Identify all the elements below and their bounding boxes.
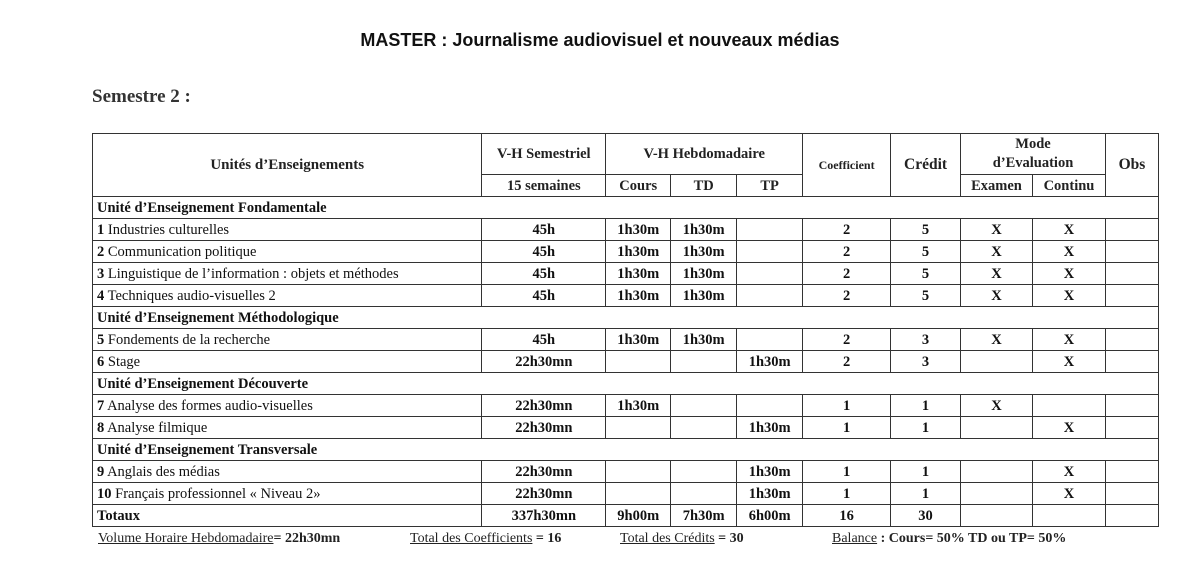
vh-semestriel-cell: 22h30mn bbox=[482, 417, 606, 439]
coefficient-cell: 2 bbox=[803, 219, 891, 241]
vh-semestriel-cell: 45h bbox=[482, 263, 606, 285]
tp-cell bbox=[737, 395, 803, 417]
examen-cell: X bbox=[961, 241, 1033, 263]
curriculum-table bbox=[92, 133, 1159, 527]
examen-cell: X bbox=[961, 395, 1033, 417]
continu-cell bbox=[1032, 395, 1105, 417]
section-title: Unité d’Enseignement Fondamentale bbox=[93, 197, 1159, 219]
examen-cell bbox=[961, 483, 1033, 505]
continu-cell: X bbox=[1032, 329, 1105, 351]
credit-cell: 1 bbox=[891, 483, 961, 505]
header-mode-line1: Mode bbox=[1015, 136, 1051, 152]
semester-heading: Semestre 2 : bbox=[92, 86, 191, 107]
course-name-cell bbox=[93, 285, 482, 307]
course-row bbox=[93, 241, 1159, 263]
examen-cell: X bbox=[961, 329, 1033, 351]
coefficient-cell: 2 bbox=[803, 329, 891, 351]
vh-semestriel-cell: 45h bbox=[482, 241, 606, 263]
cours-cell: 1h30m bbox=[606, 263, 671, 285]
totals-coefficient: 16 bbox=[803, 505, 891, 527]
footer-volume-label: Volume Horaire Hebdomadaire bbox=[98, 531, 274, 546]
td-cell bbox=[671, 483, 737, 505]
course-number: 4 bbox=[97, 287, 105, 304]
course-name-cell bbox=[93, 219, 482, 241]
continu-cell: X bbox=[1032, 285, 1105, 307]
continu-cell: X bbox=[1032, 483, 1105, 505]
course-name: Anglais des médias bbox=[107, 463, 220, 480]
footer-coef-label: Total des Coefficients bbox=[410, 531, 533, 546]
document-title: MASTER : Journalisme audiovisuel et nouveaux médias bbox=[360, 30, 840, 50]
vh-semestriel-cell: 22h30mn bbox=[482, 461, 606, 483]
obs-cell bbox=[1105, 417, 1158, 439]
footer-coef-value: = 16 bbox=[532, 531, 562, 546]
header-mode-evaluation bbox=[961, 134, 1106, 175]
tp-cell bbox=[737, 329, 803, 351]
course-number: 1 bbox=[97, 221, 105, 238]
credit-cell: 1 bbox=[891, 395, 961, 417]
header-examen: Examen bbox=[961, 175, 1033, 197]
td-cell: 1h30m bbox=[671, 263, 737, 285]
course-row bbox=[93, 285, 1159, 307]
credit-cell: 5 bbox=[891, 285, 961, 307]
totals-examen bbox=[961, 505, 1033, 527]
tp-cell bbox=[737, 285, 803, 307]
footer-coefficients bbox=[410, 531, 561, 547]
coefficient-cell: 2 bbox=[803, 241, 891, 263]
continu-cell: X bbox=[1032, 417, 1105, 439]
course-row bbox=[93, 483, 1159, 505]
footer-balance-label: Balance bbox=[832, 531, 878, 546]
course-name: Fondements de la recherche bbox=[107, 331, 271, 348]
td-cell bbox=[671, 395, 737, 417]
td-cell bbox=[671, 417, 737, 439]
totals-tp: 6h00m bbox=[737, 505, 803, 527]
header-obs: Obs bbox=[1105, 134, 1158, 197]
cours-cell: 1h30m bbox=[606, 395, 671, 417]
totals-row bbox=[93, 505, 1159, 527]
cours-cell bbox=[606, 351, 671, 373]
obs-cell bbox=[1105, 263, 1158, 285]
coefficient-cell: 1 bbox=[803, 483, 891, 505]
tp-cell: 1h30m bbox=[737, 351, 803, 373]
coefficient-cell: 1 bbox=[803, 395, 891, 417]
header-row-1 bbox=[93, 134, 1159, 175]
examen-cell: X bbox=[961, 263, 1033, 285]
examen-cell bbox=[961, 351, 1033, 373]
footer-balance bbox=[832, 531, 1066, 547]
vh-semestriel-cell: 22h30mn bbox=[482, 483, 606, 505]
totals-label: Totaux bbox=[93, 505, 482, 527]
totals-td: 7h30m bbox=[671, 505, 737, 527]
course-name-cell bbox=[93, 263, 482, 285]
continu-cell: X bbox=[1032, 219, 1105, 241]
vh-semestriel-cell: 45h bbox=[482, 285, 606, 307]
course-name-cell bbox=[93, 483, 482, 505]
course-name-cell bbox=[93, 395, 482, 417]
cours-cell bbox=[606, 483, 671, 505]
td-cell: 1h30m bbox=[671, 241, 737, 263]
course-name: Stage bbox=[107, 353, 141, 370]
td-cell: 1h30m bbox=[671, 285, 737, 307]
td-cell bbox=[671, 351, 737, 373]
td-cell bbox=[671, 461, 737, 483]
vh-semestriel-cell: 22h30mn bbox=[482, 351, 606, 373]
section-title: Unité d’Enseignement Méthodologique bbox=[93, 307, 1159, 329]
header-vh-semestriel: V-H Semestriel bbox=[482, 134, 606, 175]
obs-cell bbox=[1105, 329, 1158, 351]
course-name-cell bbox=[93, 417, 482, 439]
course-name: Analyse filmique bbox=[107, 419, 208, 436]
td-cell: 1h30m bbox=[671, 329, 737, 351]
examen-cell: X bbox=[961, 219, 1033, 241]
vh-semestriel-cell: 22h30mn bbox=[482, 395, 606, 417]
course-row bbox=[93, 395, 1159, 417]
tp-cell bbox=[737, 219, 803, 241]
coefficient-cell: 1 bbox=[803, 417, 891, 439]
section-row bbox=[93, 373, 1159, 395]
totals-obs bbox=[1105, 505, 1158, 527]
footer-volume bbox=[98, 531, 340, 547]
cours-cell bbox=[606, 461, 671, 483]
totals-cours: 9h00m bbox=[606, 505, 671, 527]
course-name: Analyse des formes audio-visuelles bbox=[107, 397, 313, 414]
course-name: Industries culturelles bbox=[107, 221, 230, 238]
course-row bbox=[93, 329, 1159, 351]
footer-credit-value: = 30 bbox=[714, 531, 744, 546]
coefficient-cell: 2 bbox=[803, 351, 891, 373]
examen-cell: X bbox=[961, 285, 1033, 307]
examen-cell bbox=[961, 417, 1033, 439]
footer-balance-value: : Cours= 50% TD ou TP= 50% bbox=[877, 531, 1067, 546]
totals-vh-semestriel: 337h30mn bbox=[482, 505, 606, 527]
course-name: Linguistique de l’information : objets et méthodes bbox=[107, 265, 399, 282]
course-number: 3 bbox=[97, 265, 105, 282]
coefficient-cell: 1 bbox=[803, 461, 891, 483]
obs-cell bbox=[1105, 395, 1158, 417]
credit-cell: 1 bbox=[891, 461, 961, 483]
continu-cell: X bbox=[1032, 241, 1105, 263]
course-row bbox=[93, 263, 1159, 285]
credit-cell: 3 bbox=[891, 329, 961, 351]
course-row bbox=[93, 219, 1159, 241]
course-number: 2 bbox=[97, 243, 105, 260]
cours-cell: 1h30m bbox=[606, 285, 671, 307]
course-name-cell bbox=[93, 351, 482, 373]
header-continu: Continu bbox=[1032, 175, 1105, 197]
obs-cell bbox=[1105, 219, 1158, 241]
header-credit: Crédit bbox=[891, 134, 961, 197]
cours-cell: 1h30m bbox=[606, 329, 671, 351]
footer-credits bbox=[620, 531, 744, 547]
credit-cell: 3 bbox=[891, 351, 961, 373]
totals-continu bbox=[1032, 505, 1105, 527]
footer-credit-label: Total des Crédits bbox=[620, 531, 715, 546]
coefficient-cell: 2 bbox=[803, 285, 891, 307]
header-coefficient: Coefficient bbox=[803, 134, 891, 197]
cours-cell bbox=[606, 417, 671, 439]
header-tp: TP bbox=[737, 175, 803, 197]
credit-cell: 1 bbox=[891, 417, 961, 439]
section-title: Unité d’Enseignement Découverte bbox=[93, 373, 1159, 395]
course-number: 6 bbox=[97, 353, 105, 370]
vh-semestriel-cell: 45h bbox=[482, 219, 606, 241]
section-row bbox=[93, 439, 1159, 461]
course-name: Techniques audio-visuelles 2 bbox=[107, 287, 276, 304]
continu-cell: X bbox=[1032, 351, 1105, 373]
section-title: Unité d’Enseignement Transversale bbox=[93, 439, 1159, 461]
section-row bbox=[93, 197, 1159, 219]
course-name: Français professionnel « Niveau 2» bbox=[115, 485, 321, 502]
header-td: TD bbox=[671, 175, 737, 197]
obs-cell bbox=[1105, 461, 1158, 483]
tp-cell bbox=[737, 241, 803, 263]
credit-cell: 5 bbox=[891, 219, 961, 241]
vh-semestriel-cell: 45h bbox=[482, 329, 606, 351]
obs-cell bbox=[1105, 241, 1158, 263]
cours-cell: 1h30m bbox=[606, 219, 671, 241]
course-row bbox=[93, 461, 1159, 483]
header-vh-hebdomadaire: V-H Hebdomadaire bbox=[606, 134, 803, 175]
tp-cell: 1h30m bbox=[737, 483, 803, 505]
examen-cell bbox=[961, 461, 1033, 483]
credit-cell: 5 bbox=[891, 263, 961, 285]
continu-cell: X bbox=[1032, 461, 1105, 483]
td-cell: 1h30m bbox=[671, 219, 737, 241]
tp-cell bbox=[737, 263, 803, 285]
cours-cell: 1h30m bbox=[606, 241, 671, 263]
obs-cell bbox=[1105, 483, 1158, 505]
course-row bbox=[93, 351, 1159, 373]
header-mode-line2: d’Evaluation bbox=[992, 155, 1074, 171]
header-cours: Cours bbox=[606, 175, 671, 197]
course-row bbox=[93, 417, 1159, 439]
course-name-cell bbox=[93, 461, 482, 483]
header-weeks: 15 semaines bbox=[482, 175, 606, 197]
tp-cell: 1h30m bbox=[737, 461, 803, 483]
coefficient-cell: 2 bbox=[803, 263, 891, 285]
course-number: 5 bbox=[97, 331, 105, 348]
obs-cell bbox=[1105, 351, 1158, 373]
course-name-cell bbox=[93, 329, 482, 351]
tp-cell: 1h30m bbox=[737, 417, 803, 439]
course-number: 8 bbox=[97, 419, 105, 436]
course-name: Communication politique bbox=[107, 243, 257, 260]
totals-credit: 30 bbox=[891, 505, 961, 527]
footer-volume-value: = 22h30mn bbox=[273, 531, 341, 546]
continu-cell: X bbox=[1032, 263, 1105, 285]
header-units: Unités d’Enseignements bbox=[93, 134, 482, 197]
section-row bbox=[93, 307, 1159, 329]
obs-cell bbox=[1105, 285, 1158, 307]
course-number: 9 bbox=[97, 463, 105, 480]
credit-cell: 5 bbox=[891, 241, 961, 263]
course-name-cell bbox=[93, 241, 482, 263]
course-number: 10 bbox=[97, 485, 112, 502]
course-number: 7 bbox=[97, 397, 105, 414]
